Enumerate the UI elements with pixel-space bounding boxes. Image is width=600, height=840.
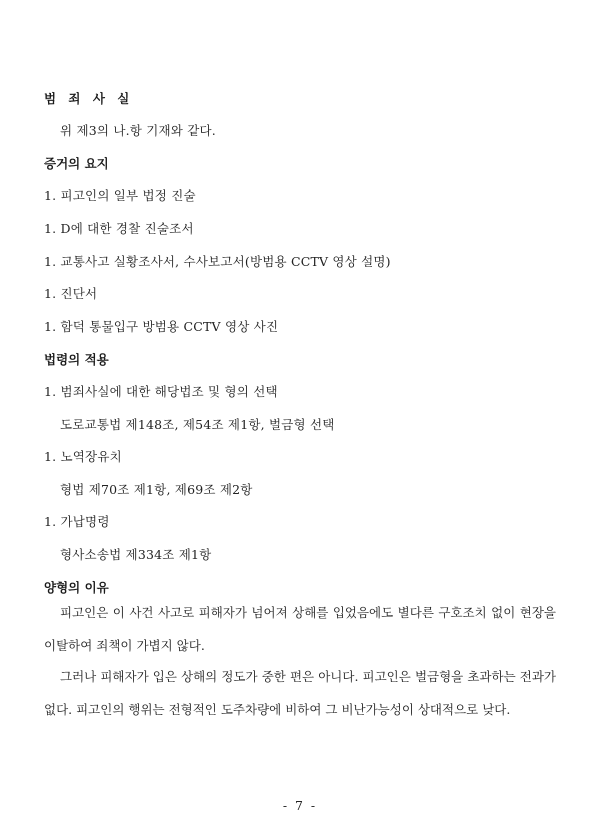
evidence-item: 1. 진단서: [44, 286, 98, 301]
law-item: 1. 가납명령: [44, 514, 110, 529]
evidence-item: 1. 피고인의 일부 법정 진술: [44, 188, 196, 203]
law-item-detail: 형법 제70조 제1항, 제69조 제2항: [60, 482, 253, 497]
law-heading: 법령의 적용: [44, 352, 109, 367]
evidence-item: 1. 교통사고 실황조사서, 수사보고서(방범용 CCTV 영상 설명): [44, 254, 391, 269]
law-item-detail: 도로교통법 제148조, 제54조 제1항, 벌금형 선택: [60, 417, 335, 432]
law-item: 1. 범죄사실에 대한 해당법조 및 형의 선택: [44, 384, 278, 399]
facts-text: 위 제3의 나.항 기재와 같다.: [60, 123, 216, 138]
evidence-item: 1. 함덕 통물입구 방범용 CCTV 영상 사진: [44, 319, 279, 334]
law-item: 1. 노역장유치: [44, 449, 122, 464]
page-number: - 7 -: [282, 798, 318, 813]
law-item-detail: 형사소송법 제334조 제1항: [60, 547, 212, 562]
evidence-heading: 증거의 요지: [44, 156, 109, 171]
sentencing-paragraph-2: [44, 660, 556, 726]
sentencing-paragraph-1: [44, 596, 556, 662]
sentencing-paragraph-1-text: 피고인은 이 사건 사고로 피해자가 넘어져 상해를 입었음에도 별다른 구호조치 없이 현장을 이탈하여 죄책이 가볍지 않다.: [44, 605, 556, 653]
sentencing-heading: 양형의 이유: [44, 580, 109, 595]
facts-heading: 범 죄 사 실: [44, 91, 134, 106]
evidence-item: 1. D에 대한 경찰 진술조서: [44, 221, 194, 236]
sentencing-paragraph-2-text: 그러나 피해자가 입은 상해의 정도가 중한 편은 아니다. 피고인은 벌금형을 초과하는 전과가 없다. 피고인의 행위는 전형적인 도주차량에 비하여 그 비난가능성이 상대적으로 낮다.: [44, 669, 556, 717]
